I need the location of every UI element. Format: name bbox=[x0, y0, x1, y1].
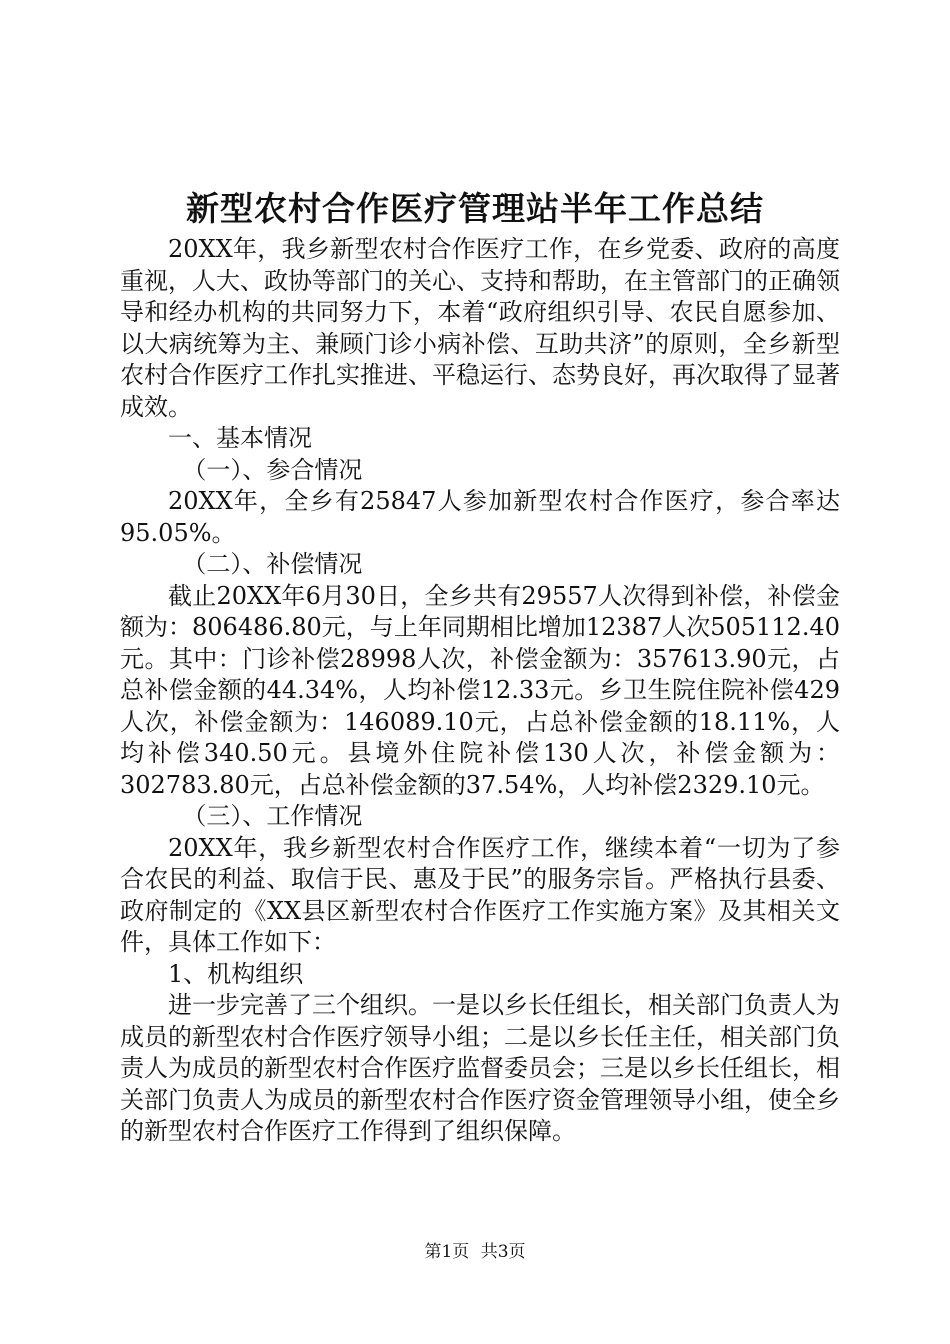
section-heading-basic: 一、基本情况 bbox=[168, 424, 312, 452]
document-body bbox=[120, 234, 840, 1148]
subsection-heading-work: （三）、工作情况 bbox=[182, 802, 363, 830]
subsection-heading-participation: （一）、参合情况 bbox=[182, 455, 363, 484]
paragraph-work: 20XX年，我乡新型农村合作医疗工作，继续本着“一切为了参合农民的利益、取信于民、惠及于民”的服务宗旨。严格执行县委、政府制定的《XX县区新型农村合作医疗工作实施方案》及其相关文件，具体工作如下： bbox=[120, 833, 840, 956]
paragraph-organization: 进一步完善了三个组织。一是以乡长任组长，相关部门负责人为成员的新型农村合作医疗领导小组；二是以乡长任主任，相关部门负责人为成员的新型农村合作医疗监督委员会；三是以乡长任组长，相关部门负责人为成员的新型农村合作医疗资金管理领导小组，使全乡的新型农村合作医疗工作得到了组织保障。 bbox=[120, 991, 840, 1145]
paragraph-intro: 20XX年，我乡新型农村合作医疗工作，在乡党委、政府的高度重视，人大、政协等部门的关心、支持和帮助，在主管部门的正确领导和经办机构的共同努力下，本着“政府组织引导、农民自愿参加、以大病统筹为主、兼顾门诊小病补偿、互助共济”的原则，全乡新型农村合作医疗工作扎实推进、平稳运行、态势良好，再次取得了显著成效。 bbox=[120, 235, 840, 421]
paragraph-compensation: 截止20XX年6月30日，全乡共有29557人次得到补偿，补偿金额为：806486.80元，与上年同期相比增加12387人次505112.40元。其中：门诊补偿28998人次，补偿金额为：357613.90元，占总补偿金额的44.34%，人均补偿12.33元。乡卫生院住院补偿429人次，补偿金额为：146089.10元，占总补偿金额的18.11%，人均补偿340.50元。县境外住院补偿130人次，补偿金额为：302783.80元，占总补偿金额的37.54%，人均补偿2329.10元。 bbox=[120, 581, 840, 799]
page-number-total: 共3页 bbox=[480, 1242, 526, 1262]
paragraph-participation: 20XX年，全乡有25847人参加新型农村合作医疗，参合率达95.05%。 bbox=[120, 487, 840, 547]
subsection-heading-compensation: （二）、补偿情况 bbox=[182, 550, 363, 578]
page-number-current: 第1页 bbox=[424, 1242, 470, 1262]
page-footer bbox=[0, 1240, 950, 1264]
page-title: 新型农村合作医疗管理站半年工作总结 bbox=[186, 189, 764, 228]
section-heading-organization: 1、机构组织 bbox=[168, 959, 304, 988]
